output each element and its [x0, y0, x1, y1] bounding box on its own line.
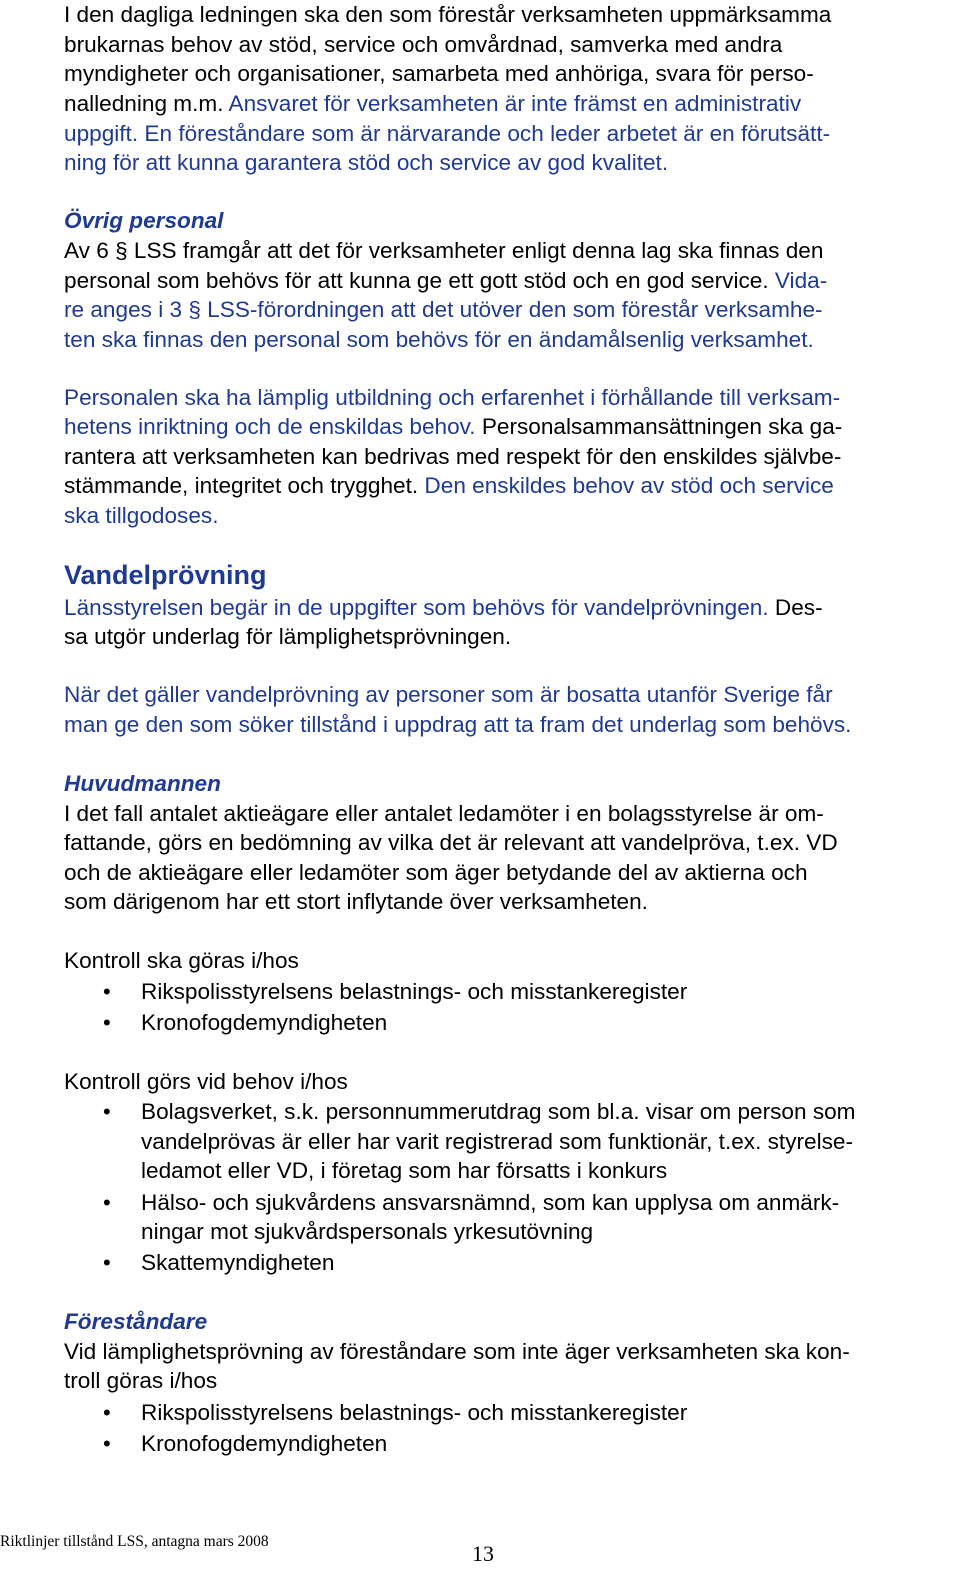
section-heading-forestandare: Föreståndare [64, 1309, 208, 1334]
paragraph-line [64, 89, 801, 119]
paragraph-line: Vid lämplighetsprövning av föreståndare som inte äger verksamheten ska kon- [64, 1339, 850, 1364]
section-heading-vandelprovning: Vandelprövning [64, 560, 267, 590]
bullet-marker: • [103, 1010, 111, 1035]
paragraph-line: re anges i 3 § LSS-förordningen att det utöver den som förestår verksamhe- [64, 297, 823, 322]
list-intro: Kontroll görs vid behov i/hos [64, 1069, 348, 1094]
list-item-line: vandelprövas är eller har varit registrerad som funktionär, t.ex. styrelse- [141, 1129, 854, 1154]
text-run: personal som behövs för att kunna ge ett gott stöd och en god service. [64, 268, 769, 293]
section-heading-huvudmannen: Huvudmannen [64, 771, 221, 796]
paragraph-line [64, 119, 830, 149]
list-item: Kronofogdemyndigheten [141, 1431, 388, 1456]
list-item-line: ledamot eller VD, i företag som har försatts i konkurs [141, 1158, 668, 1183]
section-heading-ovrig-personal: Övrig personal [64, 208, 224, 233]
list-item-line: Bolagsverket, s.k. personnummerutdrag som bl.a. visar om person som [141, 1099, 856, 1124]
text-run-blue: Länsstyrelsen begär in de uppgifter som behövs för vandelprövningen. [64, 595, 769, 620]
paragraph-line: troll göras i/hos [64, 1368, 218, 1393]
paragraph-line: fattande, görs en bedömning av vilka det är relevant att vandelpröva, t.ex. VD [64, 830, 838, 855]
list-item-line: ningar mot sjukvårdspersonals yrkesutövning [141, 1219, 594, 1244]
text-run-blue: uppgift. [64, 121, 139, 146]
bullet-marker: • [103, 1400, 111, 1425]
paragraph-line: ten ska finnas den personal som behövs för en ändamålsenlig verksamhet. [64, 327, 814, 352]
text-run-blue: Ansvaret för verksamheten är inte främst en administrativ [223, 91, 802, 116]
text-run: stämmande, integritet och trygghet. [64, 473, 419, 498]
paragraph-line: I den dagliga ledningen ska den som förestår verksamheten uppmärksamma [64, 2, 832, 27]
text-run-blue: En föreståndare som är närvarande och leder arbetet är en förutsätt- [138, 121, 831, 146]
list-intro: Kontroll ska göras i/hos [64, 948, 299, 973]
list-item-line: Hälso- och sjukvårdens ansvarsnämnd, som kan upplysa om anmärk- [141, 1190, 840, 1215]
list-item: Kronofogdemyndigheten [141, 1010, 388, 1035]
paragraph-line: Personalen ska ha lämplig utbildning och erfarenhet i förhållande till verksam- [64, 385, 841, 410]
paragraph-line: och de aktieägare eller ledamöter som äger betydande del av aktierna och [64, 860, 808, 885]
bullet-marker: • [103, 1190, 111, 1215]
paragraph-line: sa utgör underlag för lämplighetsprövningen. [64, 624, 512, 649]
bullet-marker: • [103, 1099, 111, 1124]
paragraph-line: ska tillgodoses. [64, 503, 219, 528]
list-item: Rikspolisstyrelsens belastnings- och misstankeregister [141, 979, 688, 1004]
text-run: nalledning m.m. [64, 91, 224, 116]
paragraph-line [64, 593, 823, 623]
paragraph-line [64, 471, 834, 501]
paragraph-line [64, 266, 827, 296]
paragraph-line: som därigenom har ett stort inflytande över verksamheten. [64, 889, 648, 914]
bullet-marker: • [103, 1250, 111, 1275]
paragraph-line: När det gäller vandelprövning av personer som är bosatta utanför Sverige får [64, 682, 833, 707]
paragraph-line [64, 412, 842, 442]
paragraph-line: brukarnas behov av stöd, service och omvårdnad, samverka med andra [64, 32, 783, 57]
bullet-marker: • [103, 979, 111, 1004]
text-run: Personalsammansättningen ska ga- [475, 414, 843, 439]
bullet-marker: • [103, 1431, 111, 1456]
page-number: 13 [472, 1541, 494, 1566]
text-run-blue: hetens inriktning och de enskildas behov. [64, 414, 476, 439]
text-run-blue: Vida- [768, 268, 828, 293]
text-run-blue: Den enskildes behov av stöd och service [418, 473, 834, 498]
paragraph-line: ning för att kunna garantera stöd och service av god kvalitet. [64, 150, 669, 175]
paragraph-line: Av 6 § LSS framgår att det för verksamheter enligt denna lag ska finnas den [64, 238, 824, 263]
paragraph-line: man ge den som söker tillstånd i uppdrag att ta fram det underlag som behövs. [64, 712, 852, 737]
paragraph-line: rantera att verksamheten kan bedrivas med respekt för den enskildes självbe- [64, 444, 842, 469]
list-item-line: Skattemyndigheten [141, 1250, 335, 1275]
text-run: Des- [768, 595, 823, 620]
list-item: Rikspolisstyrelsens belastnings- och misstankeregister [141, 1400, 688, 1425]
paragraph-line: myndigheter och organisationer, samarbeta med anhöriga, svara för perso- [64, 61, 814, 86]
paragraph-line: I det fall antalet aktieägare eller antalet ledamöter i en bolagsstyrelse är om- [64, 801, 824, 826]
page-footer: Riktlinjer tillstånd LSS, antagna mars 2008 [0, 1533, 269, 1550]
